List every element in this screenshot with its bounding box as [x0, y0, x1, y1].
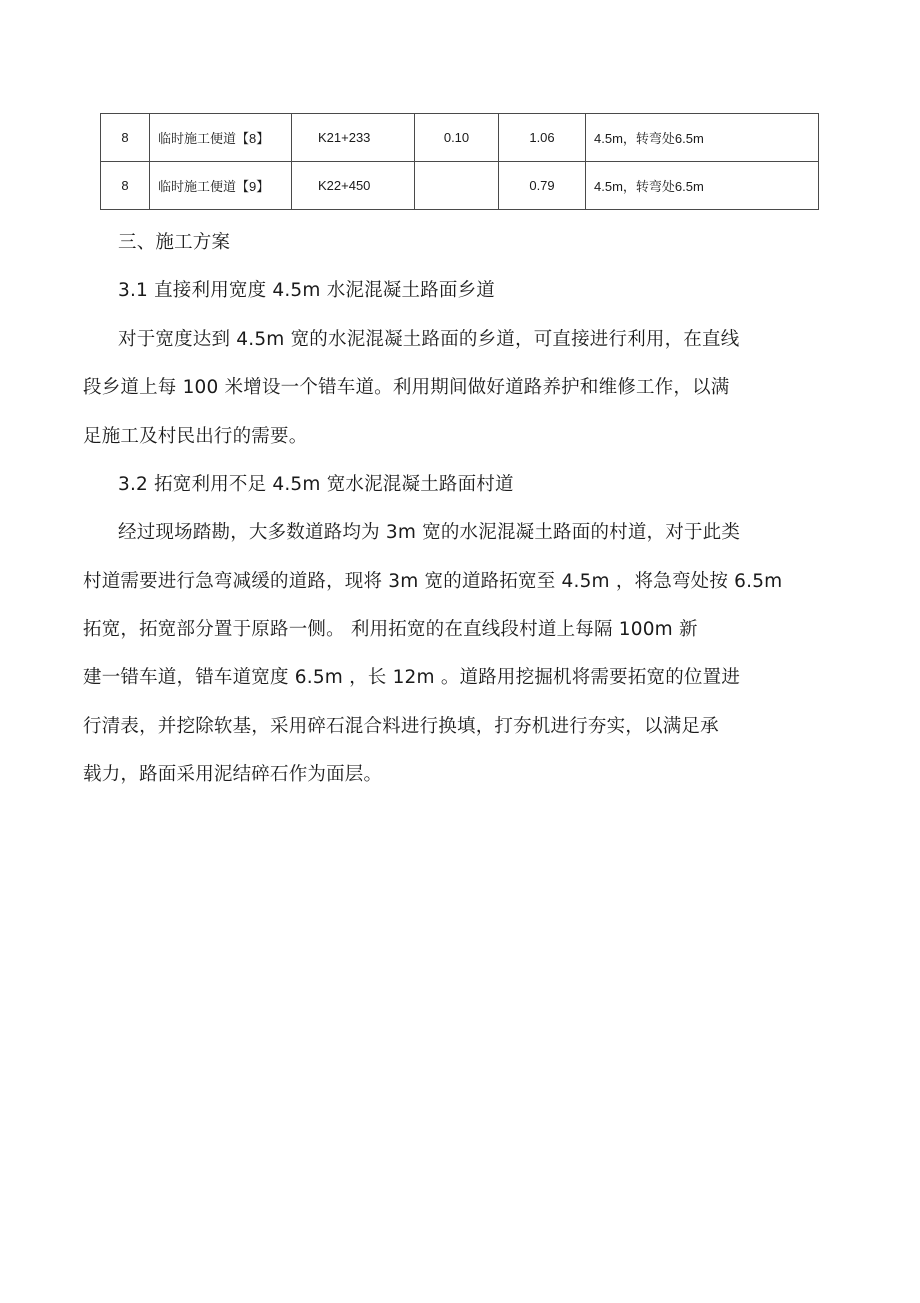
- value-a: [415, 162, 499, 210]
- road-table: [100, 113, 819, 210]
- stake-number: K22+450: [292, 162, 415, 210]
- paragraph-line: 足施工及村民出行的需要。: [83, 426, 308, 447]
- value-a: 0.10: [415, 114, 499, 162]
- paragraph-line: 建一错车道，错车道宽度 6.5m ，长 12m 。道路用挖掘机将需要拓宽的位置进: [83, 667, 741, 688]
- paragraph-line: 经过现场踏勘，大多数道路均为 3m 宽的水泥混凝土路面的村道，对于此类: [118, 522, 741, 543]
- paragraph-line: 拓宽，拓宽部分置于原路一侧。 利用拓宽的在直线段村道上每隔 100m 新: [83, 619, 698, 640]
- value-b: 1.06: [499, 114, 586, 162]
- width-note: 4.5m，转弯处6.5m: [586, 114, 819, 162]
- table-row: [101, 114, 819, 162]
- paragraph-line: 段乡道上每 100 米增设一个错车道。利用期间做好道路养护和维修工作，以满: [83, 377, 730, 398]
- subsection-heading-3-1: 3.1 直接利用宽度 4.5m 水泥混凝土路面乡道: [118, 280, 496, 301]
- table-row: [101, 162, 819, 210]
- width-note: 4.5m，转弯处6.5m: [586, 162, 819, 210]
- stake-number: K21+233: [292, 114, 415, 162]
- road-name: 临时施工便道【8】: [150, 114, 292, 162]
- paragraph-line: 村道需要进行急弯减缓的道路，现将 3m 宽的道路拓宽至 4.5m ，将急弯处按 6.5m: [83, 571, 783, 592]
- section-heading: 三、施工方案: [118, 232, 231, 253]
- paragraph-line: 对于宽度达到 4.5m 宽的水泥混凝土路面的乡道，可直接进行利用，在直线: [118, 329, 740, 350]
- value-b: 0.79: [499, 162, 586, 210]
- paragraph-line: 载力，路面采用泥结碎石作为面层。: [83, 764, 383, 785]
- row-number: 8: [101, 162, 150, 210]
- paragraph-line: 行清表，并挖除软基，采用碎石混合料进行换填，打夯机进行夯实，以满足承: [83, 716, 719, 737]
- subsection-heading-3-2: 3.2 拓宽利用不足 4.5m 宽水泥混凝土路面村道: [118, 474, 514, 495]
- road-name: 临时施工便道【9】: [150, 162, 292, 210]
- row-number: 8: [101, 114, 150, 162]
